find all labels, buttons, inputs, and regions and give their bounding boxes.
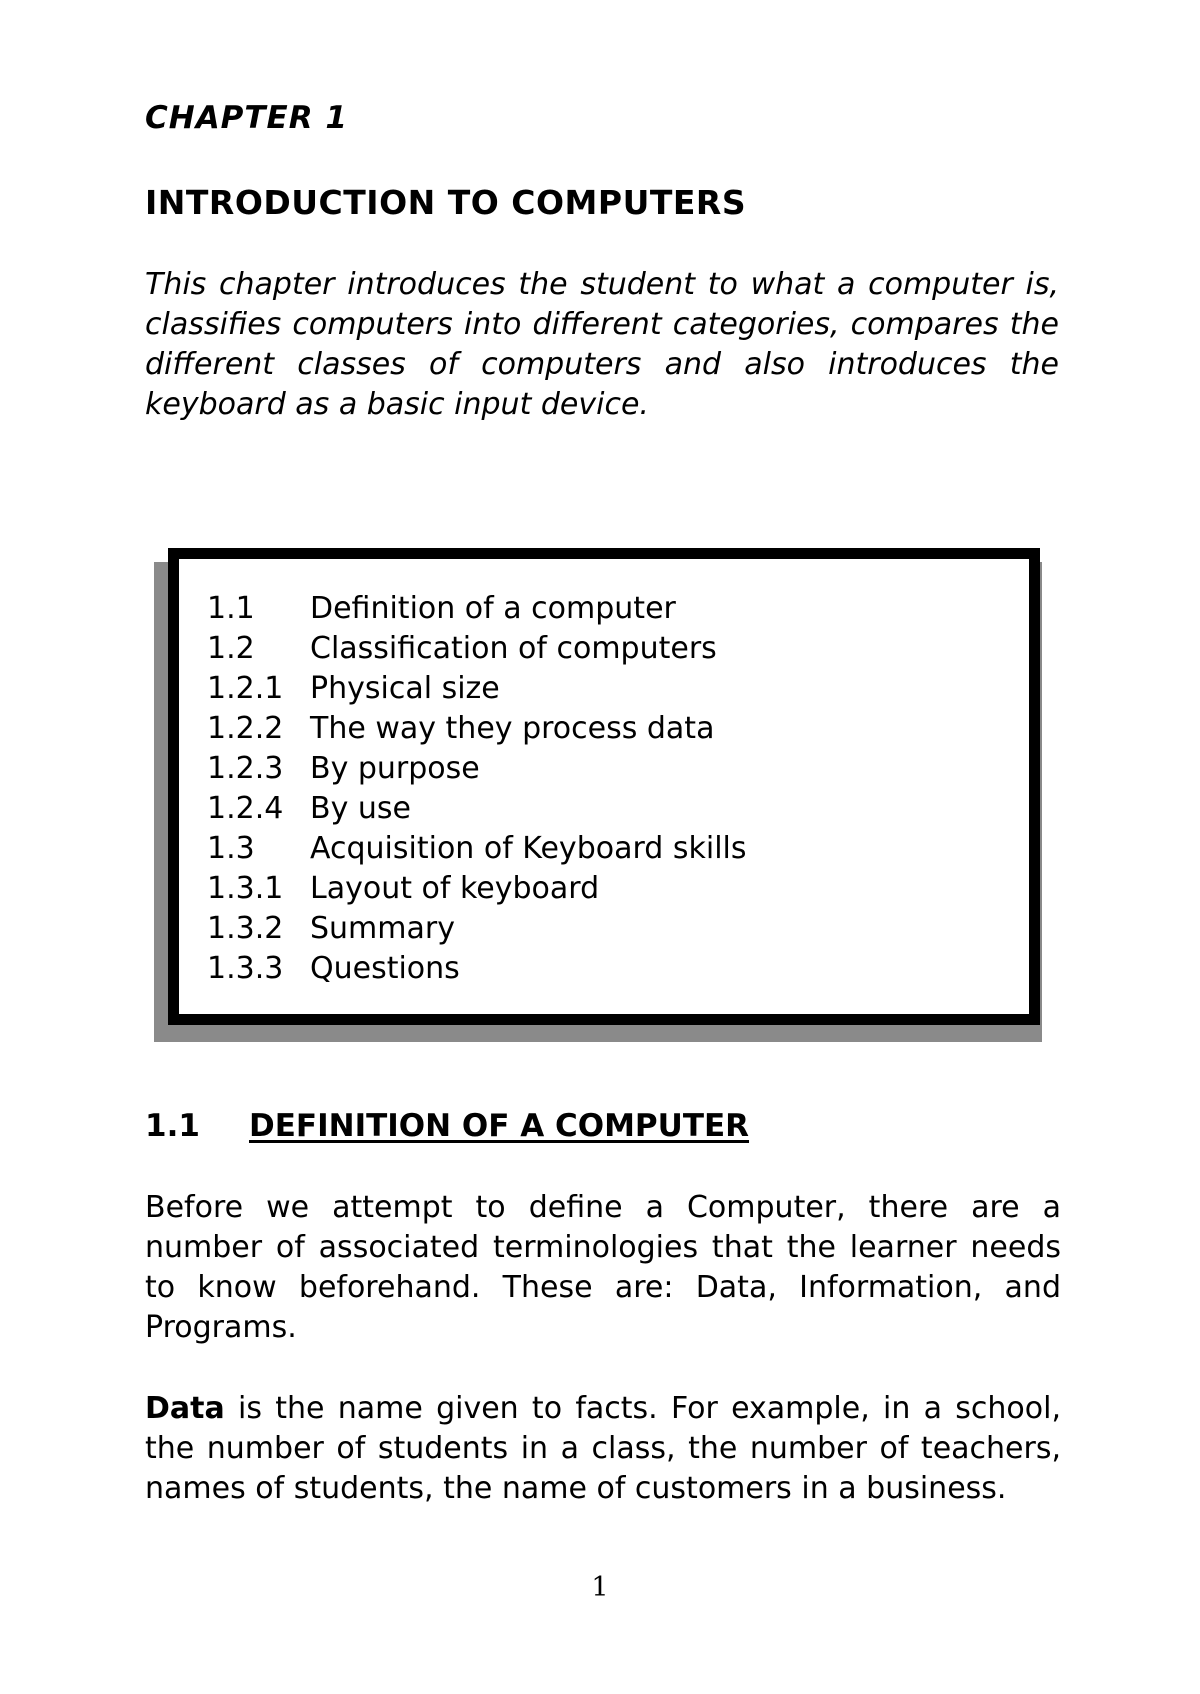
toc-item-title: Classification of computers bbox=[310, 631, 717, 666]
toc-item-number: 1.2.2 bbox=[207, 711, 284, 746]
toc-box bbox=[168, 548, 1040, 1025]
toc-item bbox=[207, 869, 747, 909]
toc-item-number: 1.2.3 bbox=[207, 751, 284, 786]
toc-item bbox=[207, 709, 747, 749]
toc-item-title: The way they process data bbox=[310, 711, 715, 746]
toc-item-number: 1.3 bbox=[207, 831, 255, 866]
toc-item-number: 1.3.2 bbox=[207, 911, 284, 946]
toc-item-title: Layout of keyboard bbox=[310, 871, 600, 906]
toc-item bbox=[207, 829, 747, 869]
toc-item-title: Physical size bbox=[310, 671, 500, 706]
toc-item bbox=[207, 789, 747, 829]
toc-item-number: 1.2.1 bbox=[207, 671, 284, 706]
toc-item-title: By use bbox=[310, 791, 411, 826]
toc-item-number: 1.3.1 bbox=[207, 871, 284, 906]
data-definition-text: is the name given to facts. For example, in a school, the number of students in a class, the number of teachers, names of students, the name of customers in a business. bbox=[145, 1391, 1061, 1506]
toc-item-title: Acquisition of Keyboard skills bbox=[310, 831, 747, 866]
section-number: 1.1 bbox=[145, 1108, 200, 1144]
toc-item-number: 1.1 bbox=[207, 591, 255, 626]
section-paragraph: Before we attempt to define a Computer, there are a number of associated terminologies that the learner needs to know beforehand. These are: Data, Information, and Programs. bbox=[145, 1190, 1061, 1345]
section-title: DEFINITION OF A COMPUTER bbox=[249, 1108, 750, 1144]
toc-item-title: Summary bbox=[310, 911, 455, 946]
term-data: Data bbox=[145, 1391, 225, 1426]
chapter-label: CHAPTER 1 bbox=[145, 100, 348, 136]
toc-item-number: 1.3.3 bbox=[207, 951, 284, 986]
chapter-intro: This chapter introduces the student to what a computer is, classifies computers into different categories, compares the different classes of computers and also introduces the keyboard as a basic input device. bbox=[145, 267, 1059, 422]
toc-item-title: By purpose bbox=[310, 751, 480, 786]
toc-item-title: Definition of a computer bbox=[310, 591, 676, 626]
toc-item-title: Questions bbox=[310, 951, 460, 986]
section-heading bbox=[145, 1108, 749, 1144]
data-definition-paragraph bbox=[145, 1389, 1061, 1509]
toc-item bbox=[207, 749, 747, 789]
toc-item bbox=[207, 589, 747, 629]
chapter-title: INTRODUCTION TO COMPUTERS bbox=[145, 183, 747, 222]
toc-item bbox=[207, 669, 747, 709]
toc-list bbox=[207, 589, 747, 989]
page-number: 1 bbox=[591, 1572, 609, 1603]
toc-item bbox=[207, 629, 747, 669]
toc-item-number: 1.2.4 bbox=[207, 791, 284, 826]
toc-item bbox=[207, 949, 747, 989]
toc-item-number: 1.2 bbox=[207, 631, 255, 666]
toc-item bbox=[207, 909, 747, 949]
